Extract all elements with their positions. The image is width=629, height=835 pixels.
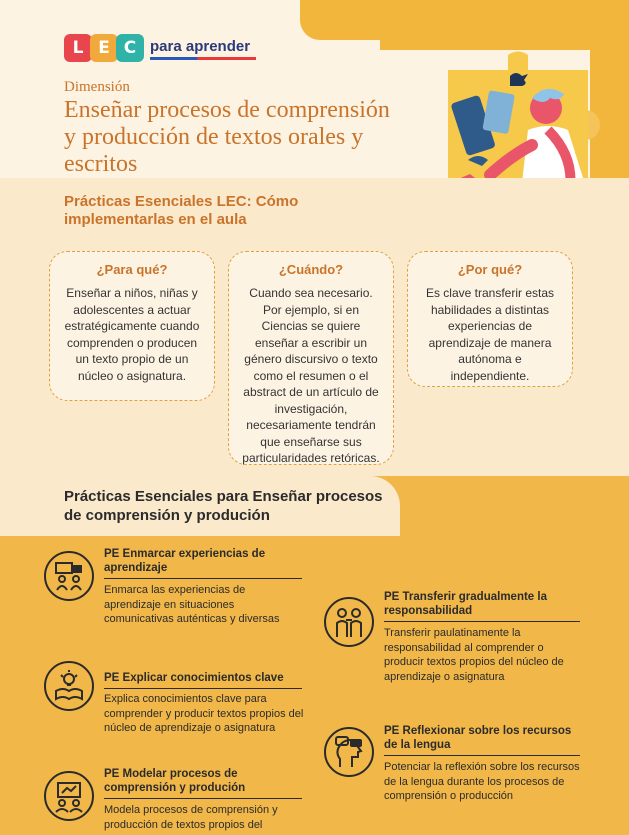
card-cuando: [228, 251, 394, 465]
pe-title: PE Modelar procesos de comprensión y produción: [104, 767, 302, 799]
card-heading: ¿Cuándo?: [278, 262, 344, 277]
thinking-head-icon: [324, 727, 374, 777]
page-title: Enseñar procesos de comprensión y producción de textos orales y escritos: [64, 97, 390, 177]
card-heading: ¿Para qué?: [96, 262, 168, 277]
dimension-label: Dimensión: [64, 79, 130, 95]
card-para-que: [49, 251, 215, 401]
pe-title: PE Enmarcar experiencias de aprendizaje: [104, 547, 302, 579]
practices-title: Prácticas Esenciales para Enseñar procesos de comprensión y produción: [64, 488, 383, 524]
pe-title: PE Transferir gradualmente la responsabilidad: [384, 590, 580, 622]
pe-desc: Transferir paulatinamente la responsabilidad al comprender o producir textos propios del núcleo de aprendizaje o asignatura: [384, 627, 564, 683]
card-text: Es clave transferir estas habilidades a distintas experiencias de aprendizaje de manera autónoma e independiente.: [425, 286, 555, 383]
pe-title: PE Explicar conocimientos clave: [104, 671, 302, 689]
two-people-icon: [324, 597, 374, 647]
card-heading: ¿Por qué?: [457, 262, 523, 277]
logo-letter-l: L: [64, 34, 92, 62]
pe-desc: Explica conocimientos clave para comprender y producir textos propios del núcleo de aprendizaje o asignatura: [104, 693, 304, 734]
pe-desc: Enmarca las experiencias de aprendizaje en situaciones comunicativas auténticas y diversas: [104, 584, 280, 625]
card-text: Enseñar a niños, niñas y adolescentes a actuar estratégicamente cuando comprenden o producen un texto propio de un núcleo o asignatura.: [64, 286, 200, 383]
card-por-que: [407, 251, 573, 387]
logo-letter-c: C: [116, 34, 144, 62]
card-text: Cuando sea necesario. Por ejemplo, si en Ciencias se quiere enseñar a escribir un género discursivo o texto como el resumen o el abstract de un artículo de investigación, necesariamente tendrán que enseñarse sus particularidades retóricas.: [242, 286, 380, 465]
lec-logo: [64, 34, 250, 62]
pe-desc: Modela procesos de comprensión y producción de textos propios del: [104, 804, 278, 831]
section-subtitle: Prácticas Esenciales LEC: Cómo implementarlas en el aula: [64, 193, 299, 228]
teacher-board-icon: [44, 771, 94, 821]
pe-desc: Potenciar la reflexión sobre los recursos de la lengua durante los procesos de comprensión o producción: [384, 761, 580, 802]
pe-title: PE Reflexionar sobre los recursos de la lengua: [384, 724, 580, 756]
book-lightbulb-icon: [44, 661, 94, 711]
logo-underline: [150, 57, 256, 60]
logo-letter-e: E: [90, 34, 118, 62]
logo-tagline: para aprender: [150, 38, 250, 58]
group-board-icon: [44, 551, 94, 601]
